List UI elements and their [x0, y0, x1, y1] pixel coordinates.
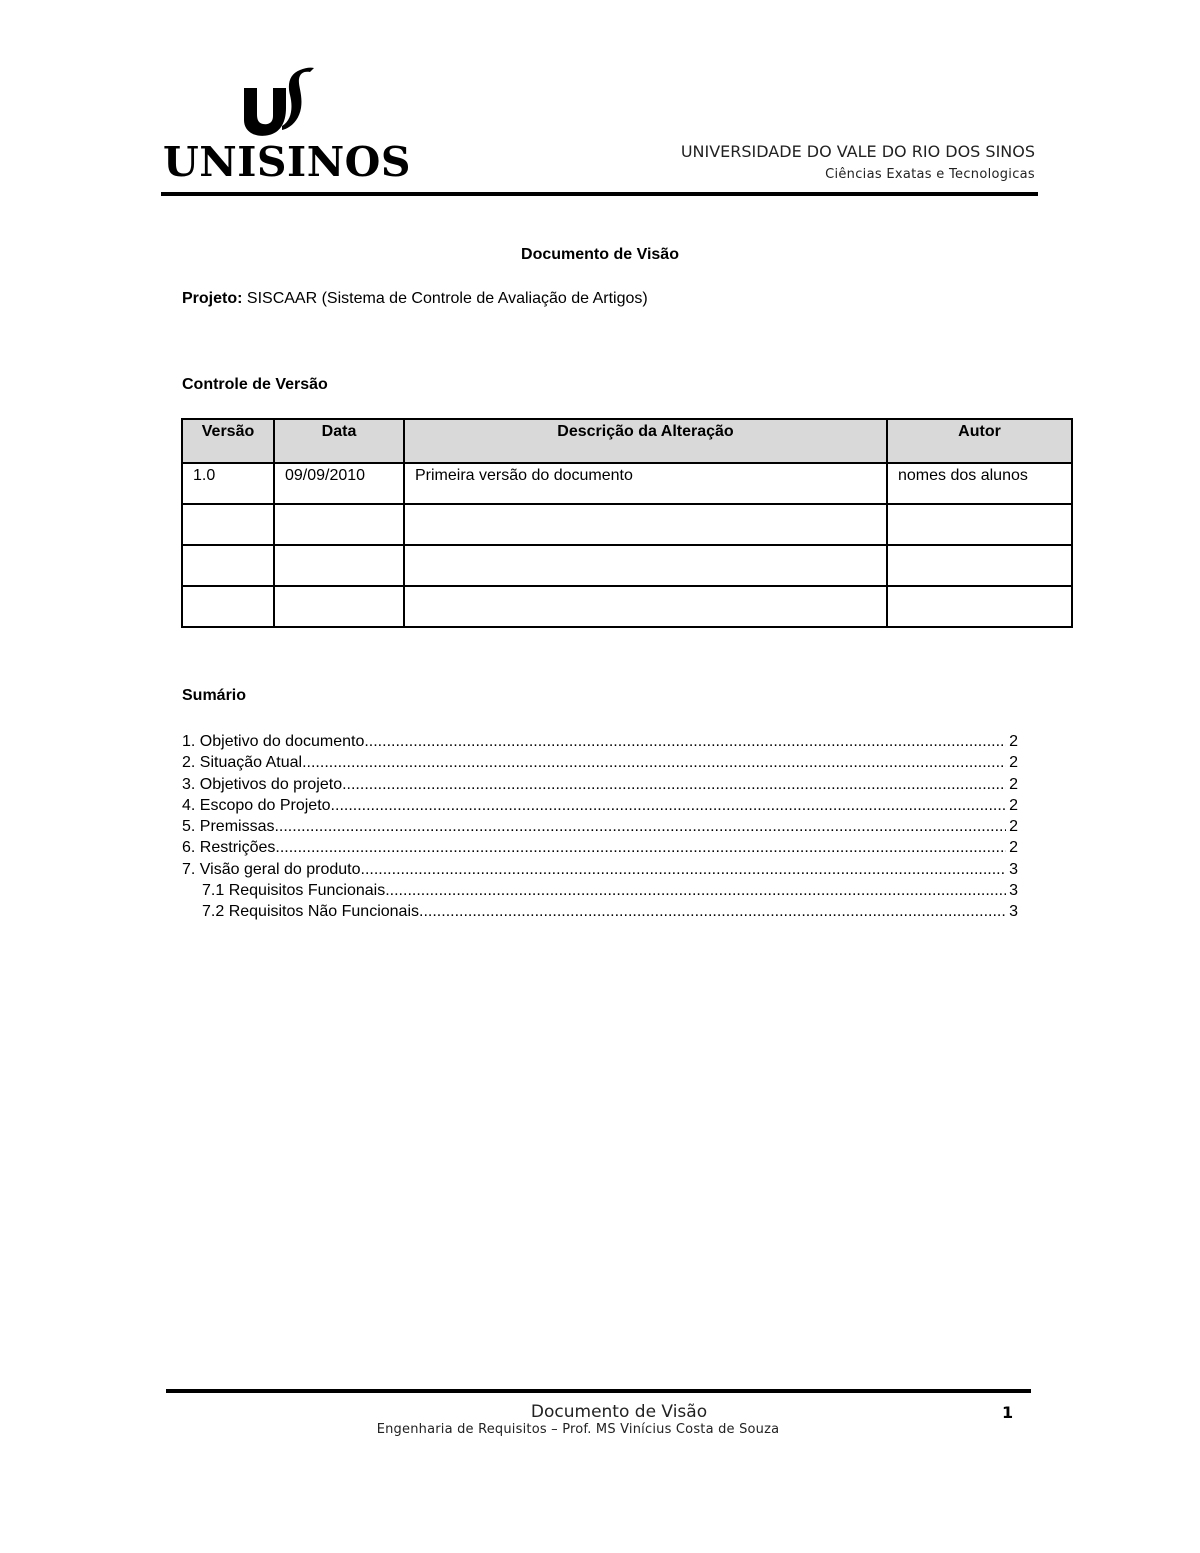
table-row [182, 463, 1072, 504]
toc-label: 3. Objetivos do projeto [182, 775, 343, 793]
toc-page-number: 2 [1009, 839, 1018, 857]
toc-label: 7.2 Requisitos Não Funcionais [202, 903, 420, 921]
university-name: UNIVERSIDADE DO VALE DO RIO DOS SINOS [680, 142, 1035, 161]
toc-label: 5. Premissas [182, 818, 275, 836]
toc-leader-dots [361, 859, 1007, 880]
table-cell [887, 586, 1072, 627]
table-cell [887, 504, 1072, 545]
unisinos-logo [160, 62, 411, 186]
toc-label: 1. Objetivo do documento [182, 733, 365, 750]
toc-leader-dots [275, 837, 1006, 858]
table-header-row [182, 419, 1072, 463]
table-cell [182, 504, 274, 545]
toc-label: 2. Situação Atual [182, 754, 303, 772]
toc-entry-premissas[interactable] [182, 816, 1018, 837]
toc-label: 7. Visão geral do produto [182, 860, 361, 878]
toc-page-number: 2 [1009, 733, 1018, 750]
toc-page-number: 2 [1009, 796, 1018, 814]
project-line [182, 290, 648, 308]
footer-divider [166, 1389, 1031, 1393]
toc-entry-objetivos-projeto[interactable] [182, 774, 1018, 795]
table-cell [887, 545, 1072, 586]
toc-entry-situacao[interactable] [182, 752, 1018, 773]
table-row [182, 586, 1072, 627]
toc-leader-dots [342, 774, 1006, 795]
toc-page-number: 3 [1009, 882, 1018, 900]
toc-leader-dots [302, 752, 1006, 773]
table-cell: 09/09/2010 [274, 463, 404, 504]
toc-leader-dots [331, 795, 1007, 816]
column-header: Data [274, 419, 404, 463]
toc-entry-visao-geral[interactable] [182, 859, 1018, 880]
project-label: Projeto: [182, 290, 243, 307]
toc-entry-restricoes[interactable] [182, 837, 1018, 858]
table-of-contents [182, 731, 1018, 923]
version-table [181, 418, 1073, 628]
logo-text: UNISINOS [163, 138, 411, 186]
footer-page-number: 1 [1002, 1403, 1014, 1422]
column-header: Versão [182, 419, 274, 463]
toc-page-number: 2 [1009, 775, 1018, 793]
toc-page-number: 3 [1009, 860, 1018, 878]
toc-label: 6. Restrições [182, 839, 276, 857]
unisinos-u-icon [160, 62, 375, 142]
toc-entry-escopo[interactable] [182, 795, 1018, 816]
department-name: Ciências Exatas e Tecnologicas [825, 167, 1035, 182]
project-value: SISCAAR (Sistema de Controle de Avaliação de Artigos) [246, 290, 648, 307]
toc-entry-objetivo[interactable] [182, 731, 1018, 752]
toc-page-number: 2 [1009, 818, 1018, 836]
table-cell: Primeira versão do documento [404, 463, 887, 504]
document-title: Documento de Visão [521, 246, 679, 263]
table-cell [404, 504, 887, 545]
table-cell [404, 545, 887, 586]
toc-entry-requisitos-funcionais[interactable] [182, 880, 1018, 901]
header-divider [161, 192, 1038, 196]
toc-label: 7.1 Requisitos Funcionais [202, 882, 386, 900]
table-cell [274, 545, 404, 586]
toc-entry-requisitos-nao-funcionais[interactable] [182, 901, 1018, 922]
toc-label: 4. Escopo do Projeto [182, 796, 331, 814]
column-header: Descrição da Alteração [404, 419, 887, 463]
version-control-heading: Controle de Versão [182, 376, 328, 393]
toc-leader-dots [364, 731, 1006, 752]
table-cell [182, 545, 274, 586]
toc-page-number: 3 [1009, 903, 1018, 921]
footer-title: Documento de Visão [530, 1402, 708, 1422]
table-cell [274, 504, 404, 545]
toc-leader-dots [385, 880, 1006, 901]
table-cell: nomes dos alunos [887, 463, 1072, 504]
footer-subtitle: Engenharia de Requisitos – Prof. MS Vinícius Costa de Souza [376, 1422, 780, 1437]
table-cell [274, 586, 404, 627]
column-header: Autor [887, 419, 1072, 463]
table-row [182, 504, 1072, 545]
table-cell [182, 586, 274, 627]
toc-leader-dots [419, 901, 1006, 922]
summary-heading: Sumário [182, 687, 247, 704]
table-cell: 1.0 [182, 463, 274, 504]
table-cell [404, 586, 887, 627]
toc-leader-dots [274, 816, 1006, 837]
table-row [182, 545, 1072, 586]
toc-page-number: 2 [1009, 754, 1018, 772]
